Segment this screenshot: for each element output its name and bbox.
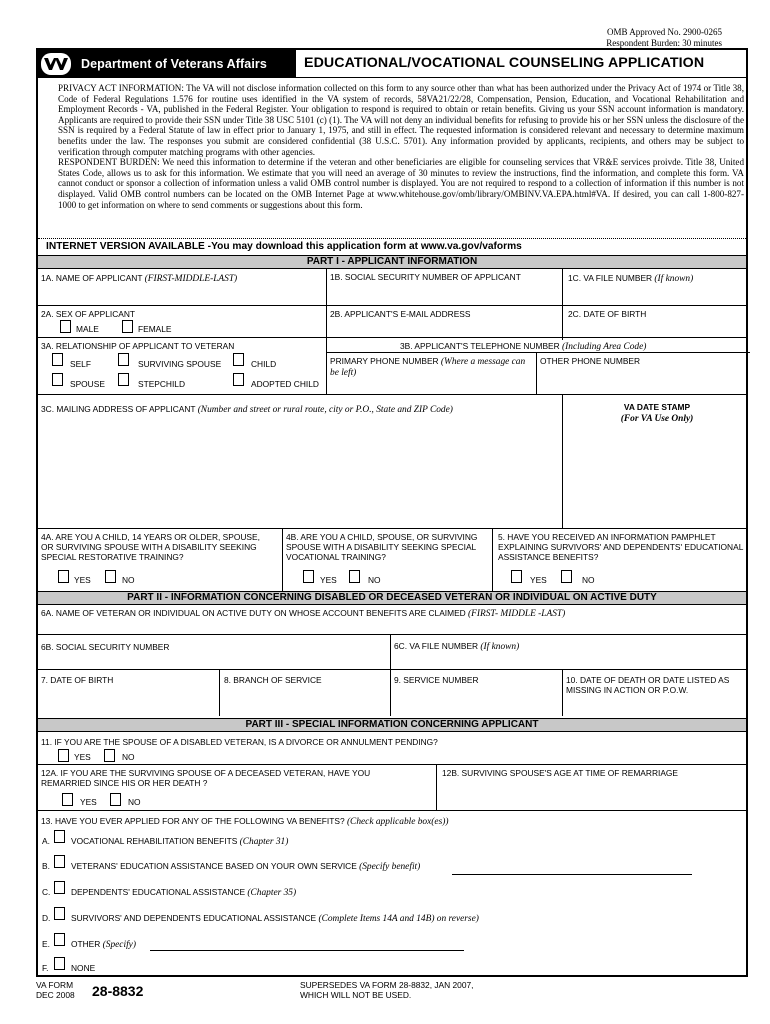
field-2b-label: 2B. APPLICANT'S E-MAIL ADDRESS	[330, 309, 471, 319]
13b-letter: B.	[42, 861, 50, 871]
form-header	[38, 50, 746, 78]
13a-label: VOCATIONAL REHABILITATION BENEFITS (Chapter 31)	[71, 836, 289, 847]
stepchild-label: STEPCHILD	[138, 379, 186, 389]
11-yes-checkbox[interactable]	[58, 749, 69, 762]
13f-letter: F.	[42, 963, 49, 973]
field-8-label: 8. BRANCH OF SERVICE	[224, 675, 322, 685]
col-divider	[326, 337, 327, 395]
col-divider	[562, 394, 563, 528]
part2-header: PART II - INFORMATION CONCERNING DISABLED OR DECEASED VETERAN OR INDIVIDUAL ON ACTIVE DUTY	[38, 591, 746, 605]
field-2c-label: 2C. DATE OF BIRTH	[568, 309, 647, 319]
col-divider	[219, 669, 220, 716]
field-3b-label: 3B. APPLICANT'S TELEPHONE NUMBER (Including Area Code)	[400, 341, 647, 352]
respondent-burden: Respondent Burden: 30 minutes	[606, 38, 722, 48]
surviving-spouse-checkbox[interactable]	[118, 353, 129, 366]
male-label: MALE	[76, 324, 99, 334]
field-9-label: 9. SERVICE NUMBER	[394, 675, 479, 685]
12a-yes-label: YES	[80, 797, 97, 807]
privacy-act-text: PRIVACY ACT INFORMATION: The VA will not disclose information collected on this form to any source other than what has been authorized under the Privacy Act of 1974 or Title 38, Code of Federal Regulations 1.576 for routine uses identified in the VA system of records, 58VA21/22/28, Compensation, Pension, Education, and Vocational Rehabilitation and Employment Records - VA, published in the Federal Register. Your obligation to respond is required to obtain or retain benefits. Giving us your SSN account information is mandatory. Applicants are required to provide their SSN under Title 38 USC 5101 (c) (1). The VA will not deny an individual benefits for refusing to provide his or her SSN unless the disclosure of the SSN is required by a Federal Statute of law in effect prior to January 1, 1975, and still in effect. The requested information is considered relevant and necessary to determine maximum benefits under the law. The responses you submit are considered confidential (38 U.S.C. 5701). Any information provided by applicants, recipients, and others may be subject to verification through computer matching programs with other agencies.	[58, 83, 744, 157]
field-7-label: 7. DATE OF BIRTH	[41, 675, 114, 685]
supersedes-line1: SUPERSEDES VA FORM 28-8832, JAN 2007,	[300, 980, 474, 990]
self-checkbox[interactable]	[52, 353, 63, 366]
13b-label: VETERANS' EDUCATION ASSISTANCE BASED ON YOUR OWN SERVICE (Specify benefit)	[71, 861, 421, 872]
part3-header: PART III - SPECIAL INFORMATION CONCERNING APPLICANT	[38, 718, 746, 732]
field-13-label: 13. HAVE YOU EVER APPLIED FOR ANY OF THE FOLLOWING VA BENEFITS? (Check applicable box(es))	[41, 816, 449, 827]
stepchild-checkbox[interactable]	[118, 373, 129, 386]
col-divider	[326, 305, 327, 340]
field-12b-label: 12B. SURVIVING SPOUSE'S AGE AT TIME OF REMARRIAGE	[442, 768, 679, 778]
department-banner	[38, 50, 296, 77]
13d-letter: D.	[42, 913, 51, 923]
field-5-label: 5. HAVE YOU RECEIVED AN INFORMATION PAMPHLET EXPLAINING SURVIVORS' AND DEPENDENTS' EDUCATIONAL ASSISTANCE BENEFITS?	[498, 532, 744, 562]
4b-yes-label: YES	[320, 575, 337, 585]
va-form-text: VA FORM	[36, 980, 74, 990]
col-divider	[562, 669, 563, 716]
primary-phone-label: PRIMARY PHONE NUMBER (Where a message can be left)	[330, 356, 526, 378]
13e-checkbox[interactable]	[54, 933, 65, 946]
13c-letter: C.	[42, 887, 51, 897]
col-divider	[326, 269, 327, 309]
row-divider	[38, 810, 746, 811]
other-phone-label: OTHER PHONE NUMBER	[540, 356, 641, 366]
field-6a-label: 6A. NAME OF VETERAN OR INDIVIDUAL ON ACTIVE DUTY ON WHOSE ACCOUNT BENEFITS ARE CLAIMED (FIRST- MIDDLE -LAST)	[41, 608, 566, 619]
col-divider	[492, 528, 493, 591]
11-no-checkbox[interactable]	[104, 749, 115, 762]
12a-no-label: NO	[128, 797, 141, 807]
11-no-label: NO	[122, 752, 135, 762]
4a-yes-label: YES	[74, 575, 91, 585]
internet-version-note: INTERNET VERSION AVAILABLE -You may download this application form at www.va.gov/vaforms	[46, 241, 522, 252]
4a-yes-checkbox[interactable]	[58, 570, 69, 583]
supersedes-note	[300, 981, 473, 1000]
adopted-child-label: ADOPTED CHILD	[251, 379, 319, 389]
omb-number: OMB Approved No. 2900-0265	[607, 27, 722, 37]
col-divider	[436, 764, 437, 810]
adopted-child-checkbox[interactable]	[233, 373, 244, 386]
field-6c-label: 6C. VA FILE NUMBER (If known)	[394, 641, 520, 652]
female-label: FEMALE	[138, 324, 172, 334]
5-no-checkbox[interactable]	[561, 570, 572, 583]
row-divider	[326, 352, 750, 353]
4a-no-label: NO	[122, 575, 135, 585]
row-divider	[38, 528, 746, 529]
row-divider	[38, 669, 746, 670]
female-checkbox[interactable]	[122, 320, 133, 333]
13f-checkbox[interactable]	[54, 957, 65, 970]
va-date-stamp-label: VA DATE STAMP	[623, 402, 691, 412]
col-divider	[562, 269, 563, 309]
13d-label: SURVIVORS' AND DEPENDENTS EDUCATIONAL ASSISTANCE (Complete Items 14A and 14B) on reverse)	[71, 913, 479, 924]
13a-letter: A.	[42, 836, 50, 846]
privacy-notice	[58, 83, 744, 210]
11-yes-label: YES	[74, 752, 91, 762]
child-checkbox[interactable]	[233, 353, 244, 366]
child-label: CHILD	[251, 359, 277, 369]
13c-label: DEPENDENTS' EDUCATIONAL ASSISTANCE (Chapter 35)	[71, 887, 297, 898]
col-divider	[390, 669, 391, 716]
row-divider	[38, 337, 746, 338]
form-title: EDUCATIONAL/VOCATIONAL COUNSELING APPLICATION	[304, 55, 705, 71]
13b-checkbox[interactable]	[54, 855, 65, 868]
12a-no-checkbox[interactable]	[110, 793, 121, 806]
field-6b-label: 6B. SOCIAL SECURITY NUMBER	[41, 642, 170, 652]
5-no-label: NO	[582, 575, 595, 585]
respondent-burden-text: RESPONDENT BURDEN: We need this information to determine if the veteran and other beneficiaries are eligible for counseling services that VR&E services proivde. Title 38, United States Code, allows us to ask for this information. We estimate that you will need an average of 30 minutes to review the instructions, find the information, and complete this form. VA cannot conduct or sponsor a collection of information unless a valid OMB control number is displayed. You are not required to respond to a collection of information if this number is not displayed. Valid OMB control numbers can be located on the OMB Internet Page at www.whitehouse.gov/omb/library/OMBINV.VA.EPA.html#VA. If desired, you can call 1-800-827-1000 to get information on where to send comments or suggestions about this form.	[58, 157, 744, 210]
4b-no-checkbox[interactable]	[349, 570, 360, 583]
omb-approval	[560, 27, 722, 49]
field-2a-label: 2A. SEX OF APPLICANT	[41, 309, 136, 319]
form-frame	[36, 48, 748, 977]
department-name: Department of Veterans Affairs	[81, 56, 267, 71]
field-12a-label: 12A. IF YOU ARE THE SURVIVING SPOUSE OF A DECEASED VETERAN, HAVE YOU REMARRIED SINCE HIS OR HER DEATH ?	[41, 768, 371, 788]
field-11-label: 11. IF YOU ARE THE SPOUSE OF A DISABLED VETERAN, IS A DIVORCE OR ANNULMENT PENDING?	[41, 737, 438, 747]
13a-checkbox[interactable]	[54, 830, 65, 843]
surviving-spouse-label: SURVIVING SPOUSE	[138, 359, 222, 369]
4a-no-checkbox[interactable]	[105, 570, 116, 583]
field-3c-label: 3C. MAILING ADDRESS OF APPLICANT (Number and street or rural route, city or P.O., State and ZIP Code)	[41, 404, 453, 415]
col-divider	[390, 634, 391, 669]
col-divider	[282, 528, 283, 591]
row-divider	[38, 394, 746, 395]
va-date-stamp-hint: (For VA Use Only)	[620, 414, 694, 424]
col-divider	[536, 352, 537, 395]
13e-label: OTHER (Specify)	[71, 939, 136, 950]
13e-letter: E.	[42, 939, 50, 949]
supersedes-line2: WHICH WILL NOT BE USED.	[300, 989, 412, 1000]
field-1c-label: 1C. VA FILE NUMBER (If known)	[568, 273, 694, 284]
form-date: DEC 2008	[36, 989, 75, 1000]
row-divider	[38, 634, 746, 635]
col-divider	[562, 305, 563, 340]
spouse-checkbox[interactable]	[52, 373, 63, 386]
field-1b-label: 1B. SOCIAL SECURITY NUMBER OF APPLICANT	[330, 272, 521, 282]
footer-form-label	[36, 981, 75, 1000]
4b-no-label: NO	[368, 575, 381, 585]
4b-yes-checkbox[interactable]	[303, 570, 314, 583]
field-10-label: 10. DATE OF DEATH OR DATE LISTED AS MISSING IN ACTION OR P.O.W.	[566, 675, 730, 695]
field-4a-label: 4A. ARE YOU A CHILD, 14 YEARS OR OLDER, SPOUSE, OR SURVIVING SPOUSE WITH A DISABILITY SEEKING SPECIAL RESTORATIVE TRAINING?	[41, 532, 260, 562]
va-seal-icon	[41, 53, 71, 75]
part1-header: PART I - APPLICANT INFORMATION	[38, 255, 746, 269]
13c-checkbox[interactable]	[54, 881, 65, 894]
13d-checkbox[interactable]	[54, 907, 65, 920]
13f-label: NONE	[71, 963, 96, 973]
12a-yes-checkbox[interactable]	[62, 793, 73, 806]
form-number: 28-8832	[92, 983, 144, 999]
male-checkbox[interactable]	[60, 320, 71, 333]
5-yes-checkbox[interactable]	[511, 570, 522, 583]
field-3a-label: 3A. RELATIONSHIP OF APPLICANT TO VETERAN	[41, 341, 235, 351]
13e-specify-line[interactable]	[150, 950, 464, 951]
5-yes-label: YES	[530, 575, 547, 585]
self-label: SELF	[70, 359, 91, 369]
spouse-label: SPOUSE	[70, 379, 105, 389]
13b-specify-line[interactable]	[452, 874, 692, 875]
divider	[38, 238, 746, 239]
field-4b-label: 4B. ARE YOU A CHILD, SPOUSE, OR SURVIVING SPOUSE WITH A DISABILITY SEEKING SPECIAL VOCATIONAL TRAINING?	[286, 532, 478, 562]
row-divider	[38, 305, 746, 306]
field-1a-label: 1A. NAME OF APPLICANT (FIRST-MIDDLE-LAST)	[41, 273, 238, 284]
row-divider	[38, 764, 746, 765]
